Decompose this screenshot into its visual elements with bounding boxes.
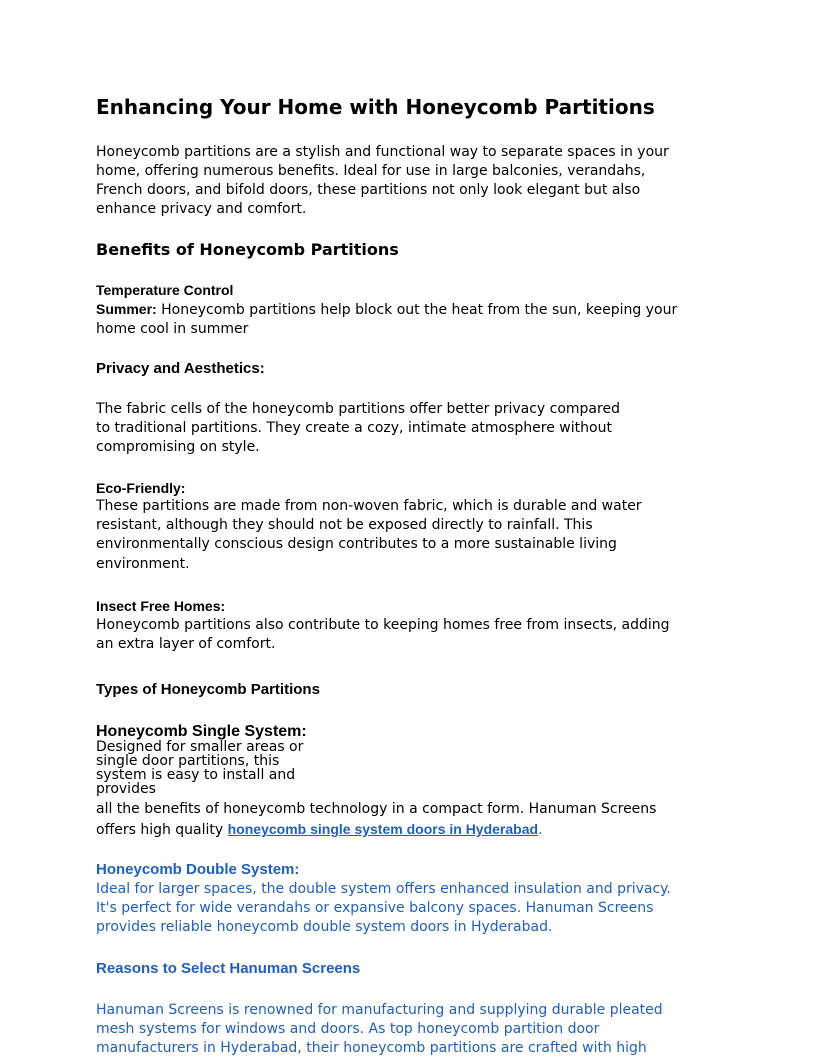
single-link-line [96, 820, 543, 840]
privacy-line-2: to traditional partitions. They create a cozy, intimate atmosphere without [96, 420, 612, 436]
reasons-line-1: Hanuman Screens is renowned for manufacturing and supplying durable pleated [96, 1002, 663, 1018]
temperature-line-2: home cool in summer [96, 321, 249, 337]
temperature-heading: Temperature Control [96, 282, 234, 298]
intro-line-3: French doors, and bifold doors, these partitions not only look elegant but also [96, 182, 641, 198]
eco-line-2: resistant, although they should not be exposed directly to rainfall. This [96, 517, 593, 533]
reasons-line-3: manufacturers in Hyderabad, their honeycomb partitions are crafted with high [96, 1040, 647, 1056]
temperature-line-1 [96, 300, 677, 320]
summer-label: Summer: [96, 301, 157, 317]
single-system-heading: Honeycomb Single System: [96, 723, 307, 740]
single-link-suffix: . [538, 822, 543, 838]
eco-line-3: environmentally conscious design contributes to a more sustainable living [96, 536, 617, 552]
single-narrow-line-1: Designed for smaller areas or [96, 739, 304, 755]
insect-line-2: an extra layer of comfort. [96, 636, 276, 652]
single-system-link[interactable]: honeycomb single system doors in Hyderabad [227, 821, 539, 837]
temperature-text-1: Honeycomb partitions help block out the heat from the sun, keeping your [156, 302, 678, 318]
double-line-2: It's perfect for wide verandahs or expansive balcony spaces. Hanuman Screens [96, 900, 654, 916]
single-link-prefix: offers high quality [96, 822, 228, 838]
single-narrow-line-3: system is easy to install and [96, 767, 296, 783]
double-system-heading: Honeycomb Double System: [96, 861, 300, 878]
double-line-1: Ideal for larger spaces, the double system offers enhanced insulation and privacy. [96, 881, 671, 897]
benefits-heading: Benefits of Honeycomb Partitions [96, 240, 399, 259]
intro-line-4: enhance privacy and comfort. [96, 201, 307, 217]
reasons-heading: Reasons to Select Hanuman Screens [96, 960, 361, 977]
intro-line-1: Honeycomb partitions are a stylish and functional way to separate spaces in your [96, 144, 669, 160]
page-title: Enhancing Your Home with Honeycomb Partitions [96, 95, 655, 119]
reasons-line-2: mesh systems for windows and doors. As top honeycomb partition door [96, 1021, 600, 1037]
double-line-3: provides reliable honeycomb double system doors in Hyderabad. [96, 919, 553, 935]
insect-line-1: Honeycomb partitions also contribute to keeping homes free from insects, adding [96, 617, 670, 633]
eco-line-1: These partitions are made from non-woven fabric, which is durable and water [96, 498, 642, 514]
insect-heading: Insect Free Homes: [96, 598, 226, 614]
single-narrow-line-4: provides [96, 781, 156, 797]
eco-line-4: environment. [96, 556, 190, 572]
single-line: all the benefits of honeycomb technology in a compact form. Hanuman Screens [96, 801, 657, 817]
single-narrow-line-2: single door partitions, this [96, 753, 280, 769]
intro-line-2: home, offering numerous benefits. Ideal for use in large balconies, verandahs, [96, 163, 646, 179]
privacy-heading: Privacy and Aesthetics: [96, 360, 265, 377]
privacy-line-1: The fabric cells of the honeycomb partitions offer better privacy compared [96, 401, 620, 417]
types-heading: Types of Honeycomb Partitions [96, 681, 320, 698]
eco-heading: Eco-Friendly: [96, 480, 186, 496]
privacy-line-3: compromising on style. [96, 439, 260, 455]
